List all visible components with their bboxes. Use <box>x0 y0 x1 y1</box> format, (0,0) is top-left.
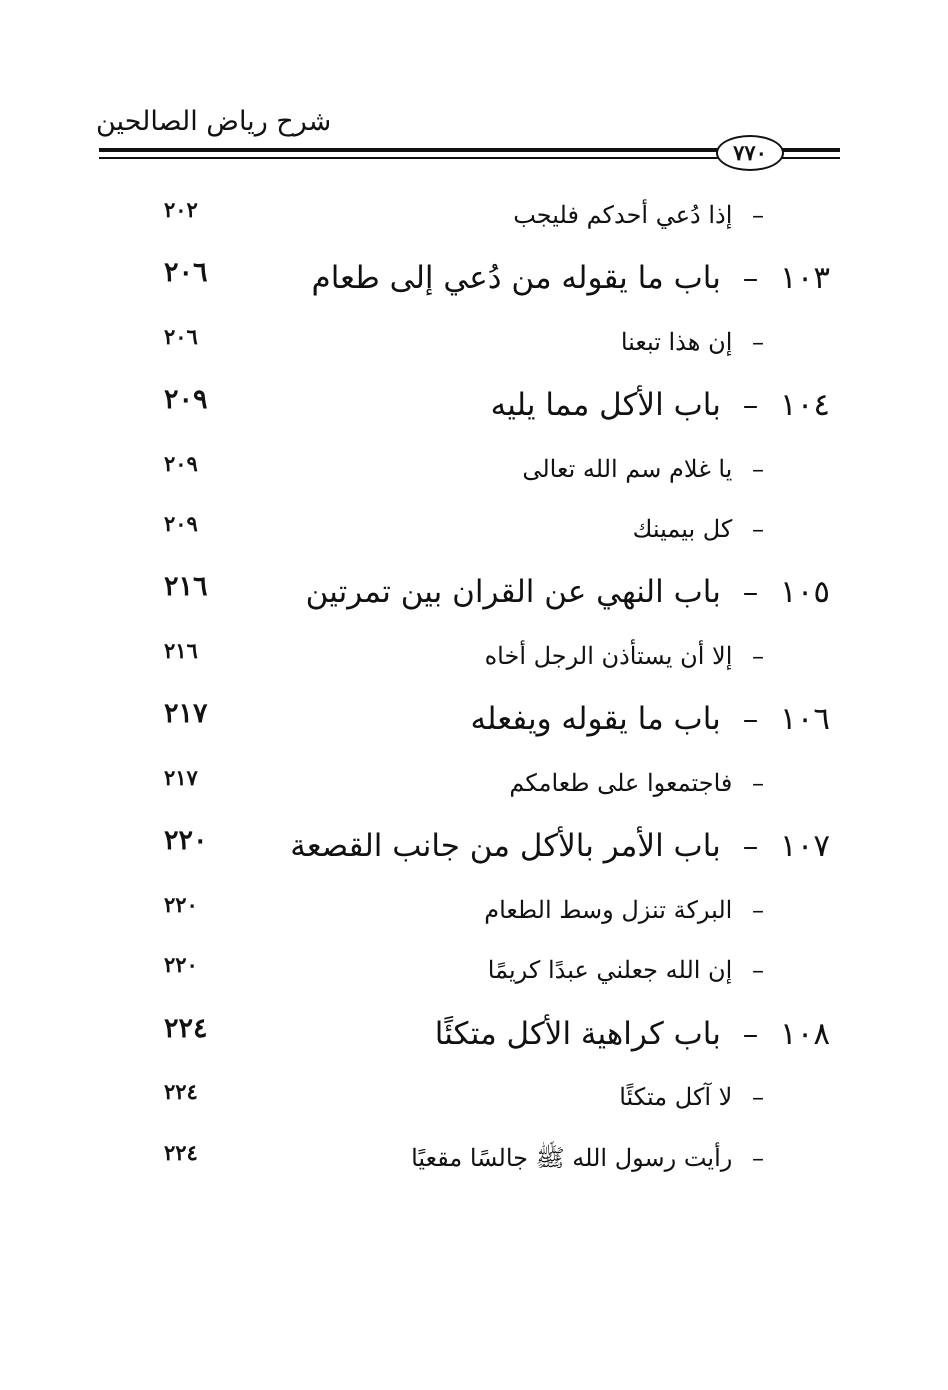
toc-chapter <box>0 567 948 617</box>
toc-page-ref: ٢٠٩ <box>164 451 198 476</box>
toc-subentry <box>0 317 948 367</box>
toc-entry-title-group <box>488 945 776 995</box>
toc-page-ref: ٢٢٠ <box>164 892 198 917</box>
toc-subentry <box>0 631 948 681</box>
dash-marker: – <box>742 701 759 737</box>
toc-subentry <box>0 444 948 494</box>
dash-marker: – <box>742 1016 759 1052</box>
toc-entry-title-group <box>411 1133 776 1183</box>
toc-entry-title: لا آكل متكئًا <box>619 1083 733 1111</box>
toc-entry-title-group <box>513 190 776 240</box>
dash-marker: – <box>752 455 764 483</box>
toc-chapter <box>0 253 948 303</box>
toc-entry-title-group <box>312 253 831 303</box>
toc-entry-title-group <box>470 694 830 744</box>
toc-entry-title-group <box>621 317 776 367</box>
chapter-number: ١٠٦ <box>780 701 830 737</box>
dash-marker: – <box>742 828 759 864</box>
toc-entry-title: إن هذا تبعنا <box>620 328 733 356</box>
toc-entry-title: إذا دُعي أحدكم فليجب <box>513 201 733 229</box>
chapter-number: ١٠٤ <box>780 387 830 423</box>
running-header-title: شرح رياض الصالحين <box>96 106 332 137</box>
toc-subentry <box>0 190 948 240</box>
toc-chapter <box>0 380 948 430</box>
toc-page-ref: ٢٠٩ <box>164 384 208 415</box>
toc-subentry <box>0 1133 948 1183</box>
toc-entry-title: كل بيمينك <box>632 515 733 543</box>
toc-entry-title: يا غلام سم الله تعالى <box>522 455 733 483</box>
dash-marker: – <box>752 956 764 984</box>
dash-marker: – <box>752 515 764 543</box>
dash-marker: – <box>752 769 764 797</box>
toc-entry-title: باب ما يقوله من دُعي إلى طعام <box>311 260 721 296</box>
toc-page-ref: ٢٢٤ <box>164 1079 198 1104</box>
toc-entry-title: فاجتمعوا على طعامكم <box>509 769 733 797</box>
dash-marker: – <box>752 1144 764 1172</box>
chapter-number: ١٠٥ <box>780 574 830 610</box>
toc-subentry <box>0 885 948 935</box>
toc-entry-title: إن الله جعلني عبدًا كريمًا <box>487 956 733 984</box>
toc-page-ref: ٢١٧ <box>164 765 198 790</box>
toc-entry-title-group <box>619 1072 776 1122</box>
toc-entry-title-group <box>306 567 830 617</box>
toc-page-ref: ٢٢٠ <box>164 825 208 856</box>
toc-entry-title: باب الأكل مما يليه <box>490 387 721 423</box>
dash-marker: – <box>742 260 759 296</box>
toc-chapter <box>0 821 948 871</box>
toc-page-ref: ٢١٦ <box>164 638 198 663</box>
dash-marker: – <box>752 1083 764 1111</box>
toc-page-ref: ٢٢٤ <box>164 1013 208 1044</box>
toc-entry-title-group <box>509 758 776 808</box>
chapter-number: ١٠٧ <box>780 828 830 864</box>
dash-marker: – <box>752 201 764 229</box>
toc-subentry <box>0 945 948 995</box>
dash-marker: – <box>752 642 764 670</box>
toc-chapter <box>0 694 948 744</box>
toc-entry-title: باب كراهية الأكل متكئًا <box>434 1016 721 1052</box>
page-number: ٧٧٠ <box>716 135 784 171</box>
toc-entry-title-group <box>485 631 776 681</box>
toc-entry-title: باب الأمر بالأكل من جانب القصعة <box>290 828 721 864</box>
toc-entry-title-group <box>484 885 776 935</box>
toc-page-ref: ٢٠٩ <box>164 511 198 536</box>
chapter-number: ١٠٨ <box>780 1016 830 1052</box>
toc-entry-title: باب ما يقوله ويفعله <box>470 701 721 737</box>
chapter-number: ١٠٣ <box>780 260 830 296</box>
toc-entry-title-group <box>435 1009 830 1059</box>
toc-entry-title: باب النهي عن القران بين تمرتين <box>305 574 721 610</box>
toc-page-ref: ٢١٦ <box>164 571 208 602</box>
toc-page-ref: ٢٢٤ <box>164 1140 198 1165</box>
toc-entry-title: رأيت رسول الله ﷺ جالسًا مقعيًا <box>411 1144 733 1172</box>
dash-marker: – <box>752 328 764 356</box>
toc-subentry <box>0 504 948 554</box>
toc-page-ref: ٢٠٦ <box>164 324 198 349</box>
toc-entry-title-group <box>633 504 776 554</box>
toc-entry-title-group <box>491 380 830 430</box>
dash-marker: – <box>742 574 759 610</box>
toc-subentry <box>0 758 948 808</box>
toc-entry-title-group <box>522 444 776 494</box>
toc-page-ref: ٢١٧ <box>164 698 208 729</box>
toc-page-ref: ٢٠٦ <box>164 257 208 288</box>
toc-entry-title-group <box>290 821 830 871</box>
dash-marker: – <box>742 387 759 423</box>
dash-marker: – <box>752 896 764 924</box>
toc-page-ref: ٢٢٠ <box>164 952 198 977</box>
toc-entry-title: إلا أن يستأذن الرجل أخاه <box>484 642 733 670</box>
toc-entry-title: البركة تنزل وسط الطعام <box>484 896 733 924</box>
toc-subentry <box>0 1072 948 1122</box>
toc-chapter <box>0 1009 948 1059</box>
toc-page-ref: ٢٠٢ <box>164 197 198 222</box>
